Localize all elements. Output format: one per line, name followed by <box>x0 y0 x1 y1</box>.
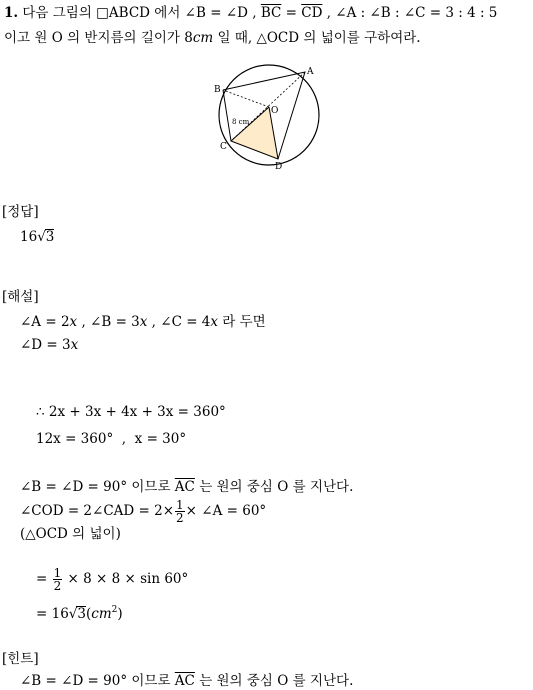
sol-text: 는 원의 중심 O 를 지난다. <box>199 479 354 495</box>
sol-text: ∠COD = 2∠CAD = 2× <box>20 503 175 519</box>
sol-text: = <box>36 571 48 587</box>
result-equation <box>36 430 186 448</box>
sol-text: , ∠C = 4 <box>147 314 211 330</box>
problem-text-2: 이고 원 O 의 반지름의 길이가 8 <box>4 30 193 46</box>
paren: ) <box>117 606 123 622</box>
radius-label: 8 cm <box>232 118 250 126</box>
geometry-figure <box>205 58 335 178</box>
hint-part: ∠B = ∠D = 90° 이므로 <box>20 673 171 689</box>
segment-bc: $\overline{BC}$ <box>260 5 282 21</box>
fraction-half <box>53 567 63 592</box>
denominator: 2 <box>176 511 184 525</box>
var-x: x <box>139 314 148 330</box>
answer-coef: 16 <box>20 229 38 245</box>
problem-text-3: 일 때, △OCD 의 넓이를 구하여라. <box>217 30 421 46</box>
answer-radicand: 3 <box>45 229 55 245</box>
unit-cm: cm <box>192 30 214 46</box>
area-label: (△OCD 의 넓이) <box>20 526 121 542</box>
hint-header: [힌트] <box>2 651 39 667</box>
sqrt-sign: √ <box>37 229 46 245</box>
label-o: O <box>271 106 279 116</box>
solution-line-2 <box>20 336 78 354</box>
segment-ac: $\overline{AC}$ <box>174 479 195 495</box>
problem-number: 1. <box>4 5 19 21</box>
segment-cd: $\overline{CD}$ <box>301 5 323 21</box>
denominator: 2 <box>53 579 62 593</box>
calc-line-1 <box>36 566 188 592</box>
sol-text: 라 두면 <box>218 314 266 330</box>
paren: ( <box>85 606 92 622</box>
calc-line-2 <box>36 601 123 623</box>
problem-line-1 <box>4 4 497 22</box>
cod-line <box>20 498 266 524</box>
right-angle-line <box>20 478 353 496</box>
unit-cm: cm <box>91 606 112 622</box>
angle-ratio: , ∠A : ∠B : ∠C = 3 : 4 : 5 <box>326 5 498 21</box>
var-x: x <box>69 314 78 330</box>
solution-header: [해설] <box>2 289 39 305</box>
result-b: x = 30° <box>134 431 187 447</box>
label-b: B <box>214 85 221 95</box>
label-c: C <box>220 142 227 152</box>
sol-text: = 16 <box>36 606 69 622</box>
equals: = <box>281 5 302 21</box>
answer-header: [정답] <box>2 204 39 220</box>
var-x: x <box>210 314 219 330</box>
result-a: 12x = 360° <box>36 431 114 447</box>
sqrt-sign: √ <box>68 606 78 622</box>
fraction-half <box>175 499 185 524</box>
sol-text: × 8 × 8 × sin 60° <box>67 571 189 587</box>
sol-text: ∠B = ∠D = 90° 이므로 <box>20 479 171 495</box>
problem-text: 다음 그림의 □ABCD 에서 ∠B = ∠D , <box>22 5 257 21</box>
sol-text: ∠A = 2 <box>20 314 70 330</box>
label-d: D <box>275 162 283 172</box>
problem-line-2 <box>4 29 421 47</box>
sol-text: , ∠B = 3 <box>77 314 140 330</box>
hint-text <box>20 672 353 690</box>
answer-value <box>20 228 54 246</box>
numerator: 1 <box>176 498 184 512</box>
segment-ac: $\overline{AC}$ <box>174 673 195 689</box>
result-sep: , <box>113 431 135 447</box>
radicand: 3 <box>77 606 86 622</box>
sol-text: × ∠A = 60° <box>185 503 267 519</box>
solution-line-1 <box>20 313 266 331</box>
sol-text: ∠D = 3 <box>20 337 71 353</box>
hint-part: 는 원의 중심 O 를 지난다. <box>199 673 354 689</box>
var-x: x <box>70 337 79 353</box>
dashed-ob <box>223 90 269 107</box>
label-a: A <box>307 67 314 77</box>
numerator: 1 <box>53 566 62 580</box>
exponent: 2 <box>111 605 118 615</box>
sum-equation: ∴ 2x + 3x + 4x + 3x = 360° <box>36 404 226 420</box>
